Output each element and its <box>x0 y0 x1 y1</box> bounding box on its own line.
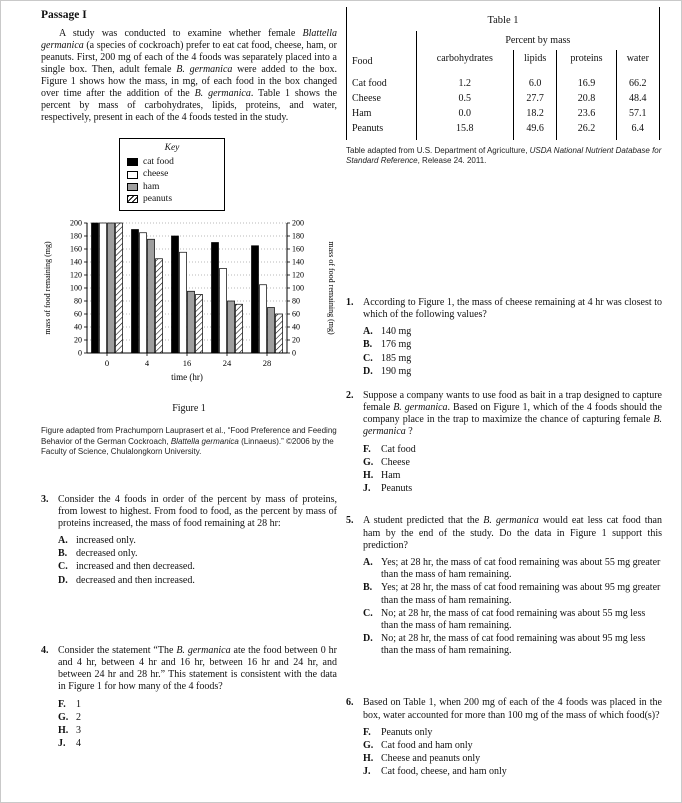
chart-text: 200 <box>70 218 82 228</box>
question-number: 4. <box>41 644 49 656</box>
option-letter: A. <box>58 535 68 547</box>
option-text: Peanuts <box>381 483 413 495</box>
table1-value-cell: 57.1 <box>616 106 659 121</box>
legend-label: peanuts <box>143 194 173 205</box>
right-column <box>346 7 662 780</box>
chart-text: mass of food remaining (mg) <box>327 241 336 336</box>
chart-text: 0 <box>292 348 296 358</box>
table-row <box>347 91 660 106</box>
table1-group-header: Percent by mass <box>416 31 659 50</box>
table-row <box>347 70 660 91</box>
table1-value-cell: 6.0 <box>513 70 556 91</box>
table1-value-cell: 0.5 <box>416 91 513 106</box>
bar-ham-24hr <box>228 301 235 353</box>
table1-value-cell: 23.6 <box>557 106 616 121</box>
option-letter: H. <box>363 753 374 765</box>
legend-swatch-stripes <box>127 195 138 203</box>
chart-text: 80 <box>74 296 82 306</box>
chart-text: 40 <box>74 322 82 332</box>
option-letter: J. <box>363 766 371 778</box>
bar-cheese-0hr <box>100 223 107 353</box>
bar-cat-food-24hr <box>212 243 219 354</box>
table1-source-note: Table adapted from U.S. Department of Agriculture, USDA National Nutrient Database for Standard Reference, Release 24. 2011. <box>346 146 662 166</box>
legend-label: cheese <box>143 169 169 180</box>
option-letter: G. <box>58 711 69 723</box>
option-letter: F. <box>363 726 371 738</box>
table1-food-cell: Peanuts <box>347 121 417 140</box>
answer-option[interactable] <box>363 339 662 351</box>
table1-value-cell: 49.6 <box>513 121 556 140</box>
question-2 <box>346 390 662 496</box>
passage-body: A study was conducted to examine whether female Blattella germanica (a species of cockroach) prefer to eat cat food, cheese, ham, or peanuts. First, 200 mg of each of the 4 foods was separately placed into a single box. Then, adult female B. germanica were added to the box. Figure 1 shows how the mass, in mg, of each food in the box changed over time after the addition of the B. germanica. Table 1 shows the percent by mass of carbohydrates, lipids, proteins, and water, respectively, present in each of the 4 foods tested in the study. <box>41 28 337 123</box>
table1-value-cell: 18.2 <box>513 106 556 121</box>
table1-column-header: carbohydrates <box>416 50 513 70</box>
table1-food-cell: Ham <box>347 106 417 121</box>
answer-option[interactable] <box>363 633 662 657</box>
bar-cat-food-4hr <box>132 230 139 354</box>
option-letter: A. <box>363 326 373 338</box>
answer-options <box>58 699 337 751</box>
answer-option[interactable] <box>58 561 337 573</box>
chart-text: 120 <box>70 270 82 280</box>
question-4 <box>41 645 337 751</box>
left-column <box>41 9 337 751</box>
question-stem: Consider the statement “The B. germanica ate the food between 0 hr and 4 hr, between 4 hr and 16 hr, between 16 hr and 24 hr, and between 24 hr and 28 hr.” This statement is consistent with the data in Figure 1 for how many of the 4 foods? <box>58 644 337 693</box>
chart-text: 0 <box>78 348 82 358</box>
question-number: 6. <box>346 697 354 709</box>
option-letter: J. <box>363 483 371 495</box>
question-stem: A student predicted that the B. germanica would eat less cat food than ham by the end of the study. Do the data in Figure 1 support this prediction? <box>363 515 662 551</box>
option-text: 3 <box>76 724 81 736</box>
table1-value-cell: 15.8 <box>416 121 513 140</box>
option-text: Peanuts only <box>381 726 433 738</box>
answer-option[interactable] <box>363 727 662 739</box>
answer-options <box>58 535 337 587</box>
option-letter: J. <box>58 738 66 750</box>
chart-text: 100 <box>292 283 304 293</box>
table1-value-cell: 66.2 <box>616 70 659 91</box>
table1-value-cell: 20.8 <box>557 91 616 106</box>
table1-value-cell: 16.9 <box>557 70 616 91</box>
table1-column-header: proteins <box>557 50 616 70</box>
option-letter: G. <box>363 740 374 752</box>
option-text: 4 <box>76 738 81 750</box>
table1-value-cell: 26.2 <box>557 121 616 140</box>
legend-items <box>127 156 217 205</box>
bar-cheese-24hr <box>220 269 227 354</box>
answer-option[interactable] <box>363 582 662 606</box>
option-text: 2 <box>76 711 81 723</box>
question-stem: Consider the 4 foods in order of the percent by mass of proteins, from lowest to highest. From food to food, as the percent by mass of proteins increased, the mass of food remaining at 28 hr: <box>58 493 337 529</box>
figure1-source-note: Figure adapted from Prachumporn Lauprasert et al., “Food Preference and Feeding Behavior of the German Cockroach, Blattella germanica (Linnaeus).” ©2006 by the Faculty of Science, Chulalongkorn University. <box>41 426 337 457</box>
bar-peanuts-0hr <box>116 223 123 353</box>
chart-text: 160 <box>70 244 82 254</box>
question-stem: Suppose a company wants to use food as bait in a trap designed to capture female B. germanica. Based on Figure 1, which of the 4 foods should the company place in the trap to maximize the chance of capturing female B. germanica ? <box>363 389 662 438</box>
chart-text: 80 <box>292 296 300 306</box>
chart-text: mass of food remaining (mg) <box>43 241 52 336</box>
figure1-caption: Figure 1 <box>172 403 206 415</box>
legend-label: cat food <box>143 157 174 167</box>
option-text: decreased only. <box>76 548 138 560</box>
table-row <box>347 106 660 121</box>
bar-ham-28hr <box>268 308 275 354</box>
answer-option[interactable] <box>58 725 337 737</box>
table1-value-cell: 48.4 <box>616 91 659 106</box>
option-letter: G. <box>363 456 374 468</box>
table1-food-header: Food <box>347 31 417 70</box>
chart-text: 4 <box>144 358 150 369</box>
option-letter: B. <box>363 339 373 351</box>
table1-value-cell: 6.4 <box>616 121 659 140</box>
chart-text: 16 <box>182 358 192 369</box>
bar-ham-0hr <box>108 223 115 353</box>
option-letter: C. <box>363 607 373 619</box>
answer-option[interactable] <box>58 548 337 560</box>
option-text: 190 mg <box>381 365 412 377</box>
table1-food-cell: Cheese <box>347 91 417 106</box>
question-number: 2. <box>346 389 354 401</box>
answer-options <box>363 444 662 496</box>
chart-text: 180 <box>292 231 304 241</box>
chart-text: 140 <box>70 257 82 267</box>
legend-item-peanuts <box>127 193 217 205</box>
option-letter: D. <box>363 365 373 377</box>
bar-peanuts-24hr <box>236 305 243 354</box>
option-text: 1 <box>76 698 81 710</box>
answer-option[interactable] <box>363 457 662 469</box>
answer-option[interactable] <box>363 444 662 456</box>
legend-label: ham <box>143 181 160 192</box>
bar-peanuts-28hr <box>276 314 283 353</box>
option-letter: H. <box>363 470 374 482</box>
option-text: 176 mg <box>381 339 412 351</box>
legend-swatch-gray <box>127 183 138 191</box>
answer-option[interactable] <box>363 557 662 581</box>
answer-option[interactable] <box>363 326 662 338</box>
answer-options <box>363 727 662 779</box>
chart-text: time (hr) <box>171 372 203 383</box>
bar-peanuts-16hr <box>196 295 203 354</box>
question-stem: Based on Table 1, when 200 mg of each of the 4 foods was placed in the box, water accounted for more than 100 mg of the mass of which food(s)? <box>363 697 662 721</box>
table1-column-header: water <box>616 50 659 70</box>
chart-text: 40 <box>292 322 300 332</box>
table1-column-header: lipids <box>513 50 556 70</box>
question-5 <box>346 515 662 657</box>
option-text: 185 mg <box>381 352 412 364</box>
question-1 <box>346 297 662 378</box>
answer-option[interactable] <box>58 535 337 547</box>
bar-cat-food-28hr <box>252 246 259 353</box>
bar-peanuts-4hr <box>156 259 163 353</box>
chart-text: 100 <box>70 283 82 293</box>
figure1-legend <box>119 138 225 211</box>
bar-cat-food-0hr <box>92 223 99 353</box>
option-text: No; at 28 hr, the mass of cat food remaining was about 55 mg less than the mass of ham remaining. <box>381 607 646 631</box>
chart-text: 120 <box>292 270 304 280</box>
option-text: 140 mg <box>381 326 412 338</box>
answer-options <box>363 326 662 378</box>
option-letter: D. <box>363 633 373 645</box>
option-letter: D. <box>58 574 68 586</box>
answer-option[interactable] <box>363 753 662 765</box>
legend-title: Key <box>164 143 180 153</box>
chart-text: 24 <box>222 358 232 369</box>
answer-option[interactable] <box>58 575 337 587</box>
legend-swatch-white <box>127 171 138 179</box>
chart-text: 20 <box>292 335 300 345</box>
option-text: decreased and then increased. <box>76 574 195 586</box>
answer-option[interactable] <box>58 699 337 711</box>
question-stem: According to Figure 1, the mass of cheese remaining at 4 hr was closest to which of the following values? <box>363 296 662 320</box>
answer-option[interactable] <box>363 740 662 752</box>
figure1-bar-chart <box>41 217 337 391</box>
option-text: Ham <box>381 470 401 482</box>
bar-cheese-28hr <box>260 285 267 353</box>
bar-ham-16hr <box>188 292 195 354</box>
option-letter: B. <box>58 548 68 560</box>
chart-text: 20 <box>74 335 82 345</box>
answer-option[interactable] <box>363 366 662 378</box>
option-text: Yes; at 28 hr, the mass of cat food remaining was about 95 mg greater than the mass of ham remaining. <box>381 582 661 606</box>
chart-text: 0 <box>104 358 110 369</box>
chart-text: 160 <box>292 244 304 254</box>
option-letter: B. <box>363 582 373 594</box>
bar-cat-food-16hr <box>172 236 179 353</box>
option-text: Cat food and ham only <box>381 740 473 752</box>
table1-value-cell: 0.0 <box>416 106 513 121</box>
option-text: Cheese <box>381 456 410 468</box>
table1-value-cell: 1.2 <box>416 70 513 91</box>
answer-option[interactable] <box>58 712 337 724</box>
chart-text: 180 <box>70 231 82 241</box>
option-letter: F. <box>58 698 66 710</box>
table-1 <box>346 7 660 140</box>
option-text: Cat food <box>381 443 416 455</box>
answer-options <box>363 557 662 658</box>
passage-heading: Passage I <box>41 9 87 21</box>
legend-item-cat-food <box>127 156 217 168</box>
question-number: 3. <box>41 493 49 505</box>
chart-text: 200 <box>292 218 304 228</box>
chart-text: 140 <box>292 257 304 267</box>
answer-option[interactable] <box>363 470 662 482</box>
bar-ham-4hr <box>148 240 155 354</box>
option-text: Cat food, cheese, and ham only <box>381 766 507 778</box>
option-letter: A. <box>363 556 373 568</box>
answer-option[interactable] <box>363 353 662 365</box>
option-text: increased only. <box>76 535 136 547</box>
option-text: No; at 28 hr, the mass of cat food remaining was about 95 mg less than the mass of ham remaining. <box>381 633 646 657</box>
question-number: 1. <box>346 296 354 308</box>
bar-cheese-4hr <box>140 233 147 353</box>
table1-food-cell: Cat food <box>347 70 417 91</box>
question-number: 5. <box>346 515 354 527</box>
table1-value-cell: 27.7 <box>513 91 556 106</box>
question-6 <box>346 697 662 778</box>
chart-text: 60 <box>74 309 82 319</box>
option-text: Cheese and peanuts only <box>381 753 481 765</box>
answer-option[interactable] <box>58 738 337 750</box>
answer-option[interactable] <box>363 766 662 778</box>
table1-body <box>347 70 660 140</box>
option-letter: H. <box>58 724 69 736</box>
answer-option[interactable] <box>363 483 662 495</box>
option-letter: C. <box>363 352 373 364</box>
option-text: Yes; at 28 hr, the mass of cat food remaining was about 55 mg greater than the mass of ham remaining. <box>381 556 661 581</box>
table-row <box>347 121 660 140</box>
option-letter: F. <box>363 443 371 455</box>
chart-text: 60 <box>292 309 300 319</box>
legend-swatch-black <box>127 158 138 166</box>
answer-option[interactable] <box>363 608 662 632</box>
question-3 <box>41 494 337 587</box>
table1-title: Table 1 <box>347 7 660 31</box>
option-letter: C. <box>58 561 68 573</box>
option-text: increased and then decreased. <box>76 561 195 573</box>
bar-cheese-16hr <box>180 253 187 354</box>
chart-text: 28 <box>262 358 272 369</box>
legend-item-ham <box>127 181 217 193</box>
legend-item-cheese <box>127 168 217 180</box>
